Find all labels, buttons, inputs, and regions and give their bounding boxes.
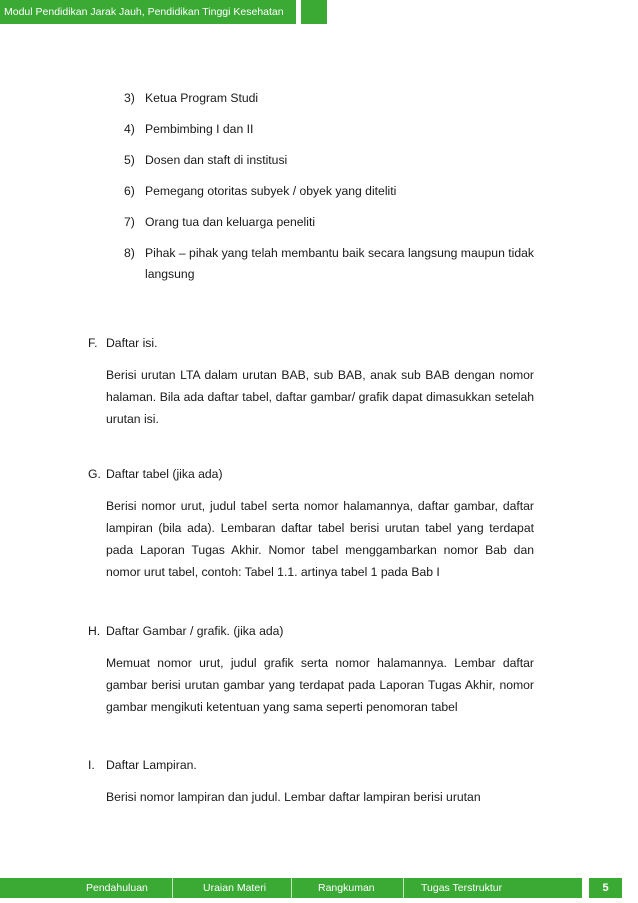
list-item-number: 6) — [124, 184, 135, 198]
list-item-text: Pihak – pihak yang telah membantu baik secara langsung maupun tidak langsung — [145, 246, 534, 281]
list-item-text: Orang tua dan keluarga peneliti — [145, 215, 316, 229]
list-item-number: 8) — [124, 246, 135, 260]
page-number: 5 — [589, 878, 622, 898]
section-heading — [88, 464, 534, 485]
section-daftar-tabel — [88, 464, 534, 583]
footer-divider — [172, 878, 173, 898]
list-item — [124, 88, 534, 109]
footer-tab-uraian-materi[interactable]: Uraian Materi — [203, 882, 267, 894]
section-title: Daftar isi. — [106, 336, 158, 350]
list-item-text: Pemegang otoritas subyek / obyek yang diteliti — [145, 184, 397, 198]
list-item-number: 7) — [124, 215, 135, 229]
footer-divider — [403, 878, 404, 898]
section-heading — [88, 755, 534, 776]
footer-divider — [291, 878, 292, 898]
module-title-banner: Modul Pendidikan Jarak Jauh, Pendidikan Tinggi Kesehatan — [0, 0, 296, 24]
list-item-number: 3) — [124, 91, 135, 105]
section-letter: H. — [88, 624, 101, 638]
list-item-text: Pembimbing I dan II — [145, 122, 254, 136]
section-daftar-isi — [88, 333, 534, 430]
section-letter: G. — [88, 467, 101, 481]
section-letter: I. — [88, 758, 95, 772]
list-item-text: Dosen dan staft di institusi — [145, 153, 288, 167]
footer-tab-rangkuman[interactable]: Rangkuman — [318, 882, 375, 894]
list-item — [124, 150, 534, 171]
section-heading — [88, 333, 534, 354]
footer-tab-tugas-terstruktur[interactable]: Tugas Terstruktur — [421, 882, 503, 894]
header-accent-block — [301, 0, 327, 24]
section-title: Daftar tabel (jika ada) — [106, 467, 223, 481]
section-body: Memuat nomor urut, judul grafik serta nomor halamannya. Lembar daftar gambar berisi urutan gambar yang terdapat pada Laporan Tugas Akhir, nomor gambar mengikuti ketentuan yang sama seperti penomoran tabel — [106, 656, 534, 714]
list-item — [124, 212, 534, 233]
list-item — [124, 181, 534, 202]
section-daftar-gambar — [88, 621, 534, 718]
list-item — [124, 119, 534, 140]
acknowledgement-list — [124, 88, 534, 295]
list-item-number: 5) — [124, 153, 135, 167]
section-title: Daftar Gambar / grafik. (jika ada) — [106, 624, 284, 638]
footer-nav — [0, 878, 638, 898]
section-title: Daftar Lampiran. — [106, 758, 197, 772]
list-item-text: Ketua Program Studi — [145, 91, 259, 105]
section-daftar-lampiran — [88, 755, 534, 808]
list-item-number: 4) — [124, 122, 135, 136]
section-body: Berisi nomor lampiran dan judul. Lembar daftar lampiran berisi urutan — [106, 790, 481, 804]
section-body: Berisi urutan LTA dalam urutan BAB, sub BAB, anak sub BAB dengan nomor halaman. Bila ada daftar tabel, daftar gambar/ grafik dapat dimasukkan setelah urutan isi. — [106, 368, 534, 426]
list-item — [124, 243, 534, 285]
section-letter: F. — [88, 336, 98, 350]
section-heading — [88, 621, 534, 642]
footer-tab-pendahuluan[interactable]: Pendahuluan — [86, 882, 148, 894]
section-body: Berisi nomor urut, judul tabel serta nomor halamannya, daftar gambar, daftar lampiran (bila ada). Lembaran daftar tabel berisi urutan tabel yang terdapat pada Laporan Tugas Akhir. Nomor tabel menggambarkan nomor Bab dan nomor urut tabel, contoh: Tabel 1.1. artinya tabel 1 pada Bab I — [106, 499, 534, 579]
